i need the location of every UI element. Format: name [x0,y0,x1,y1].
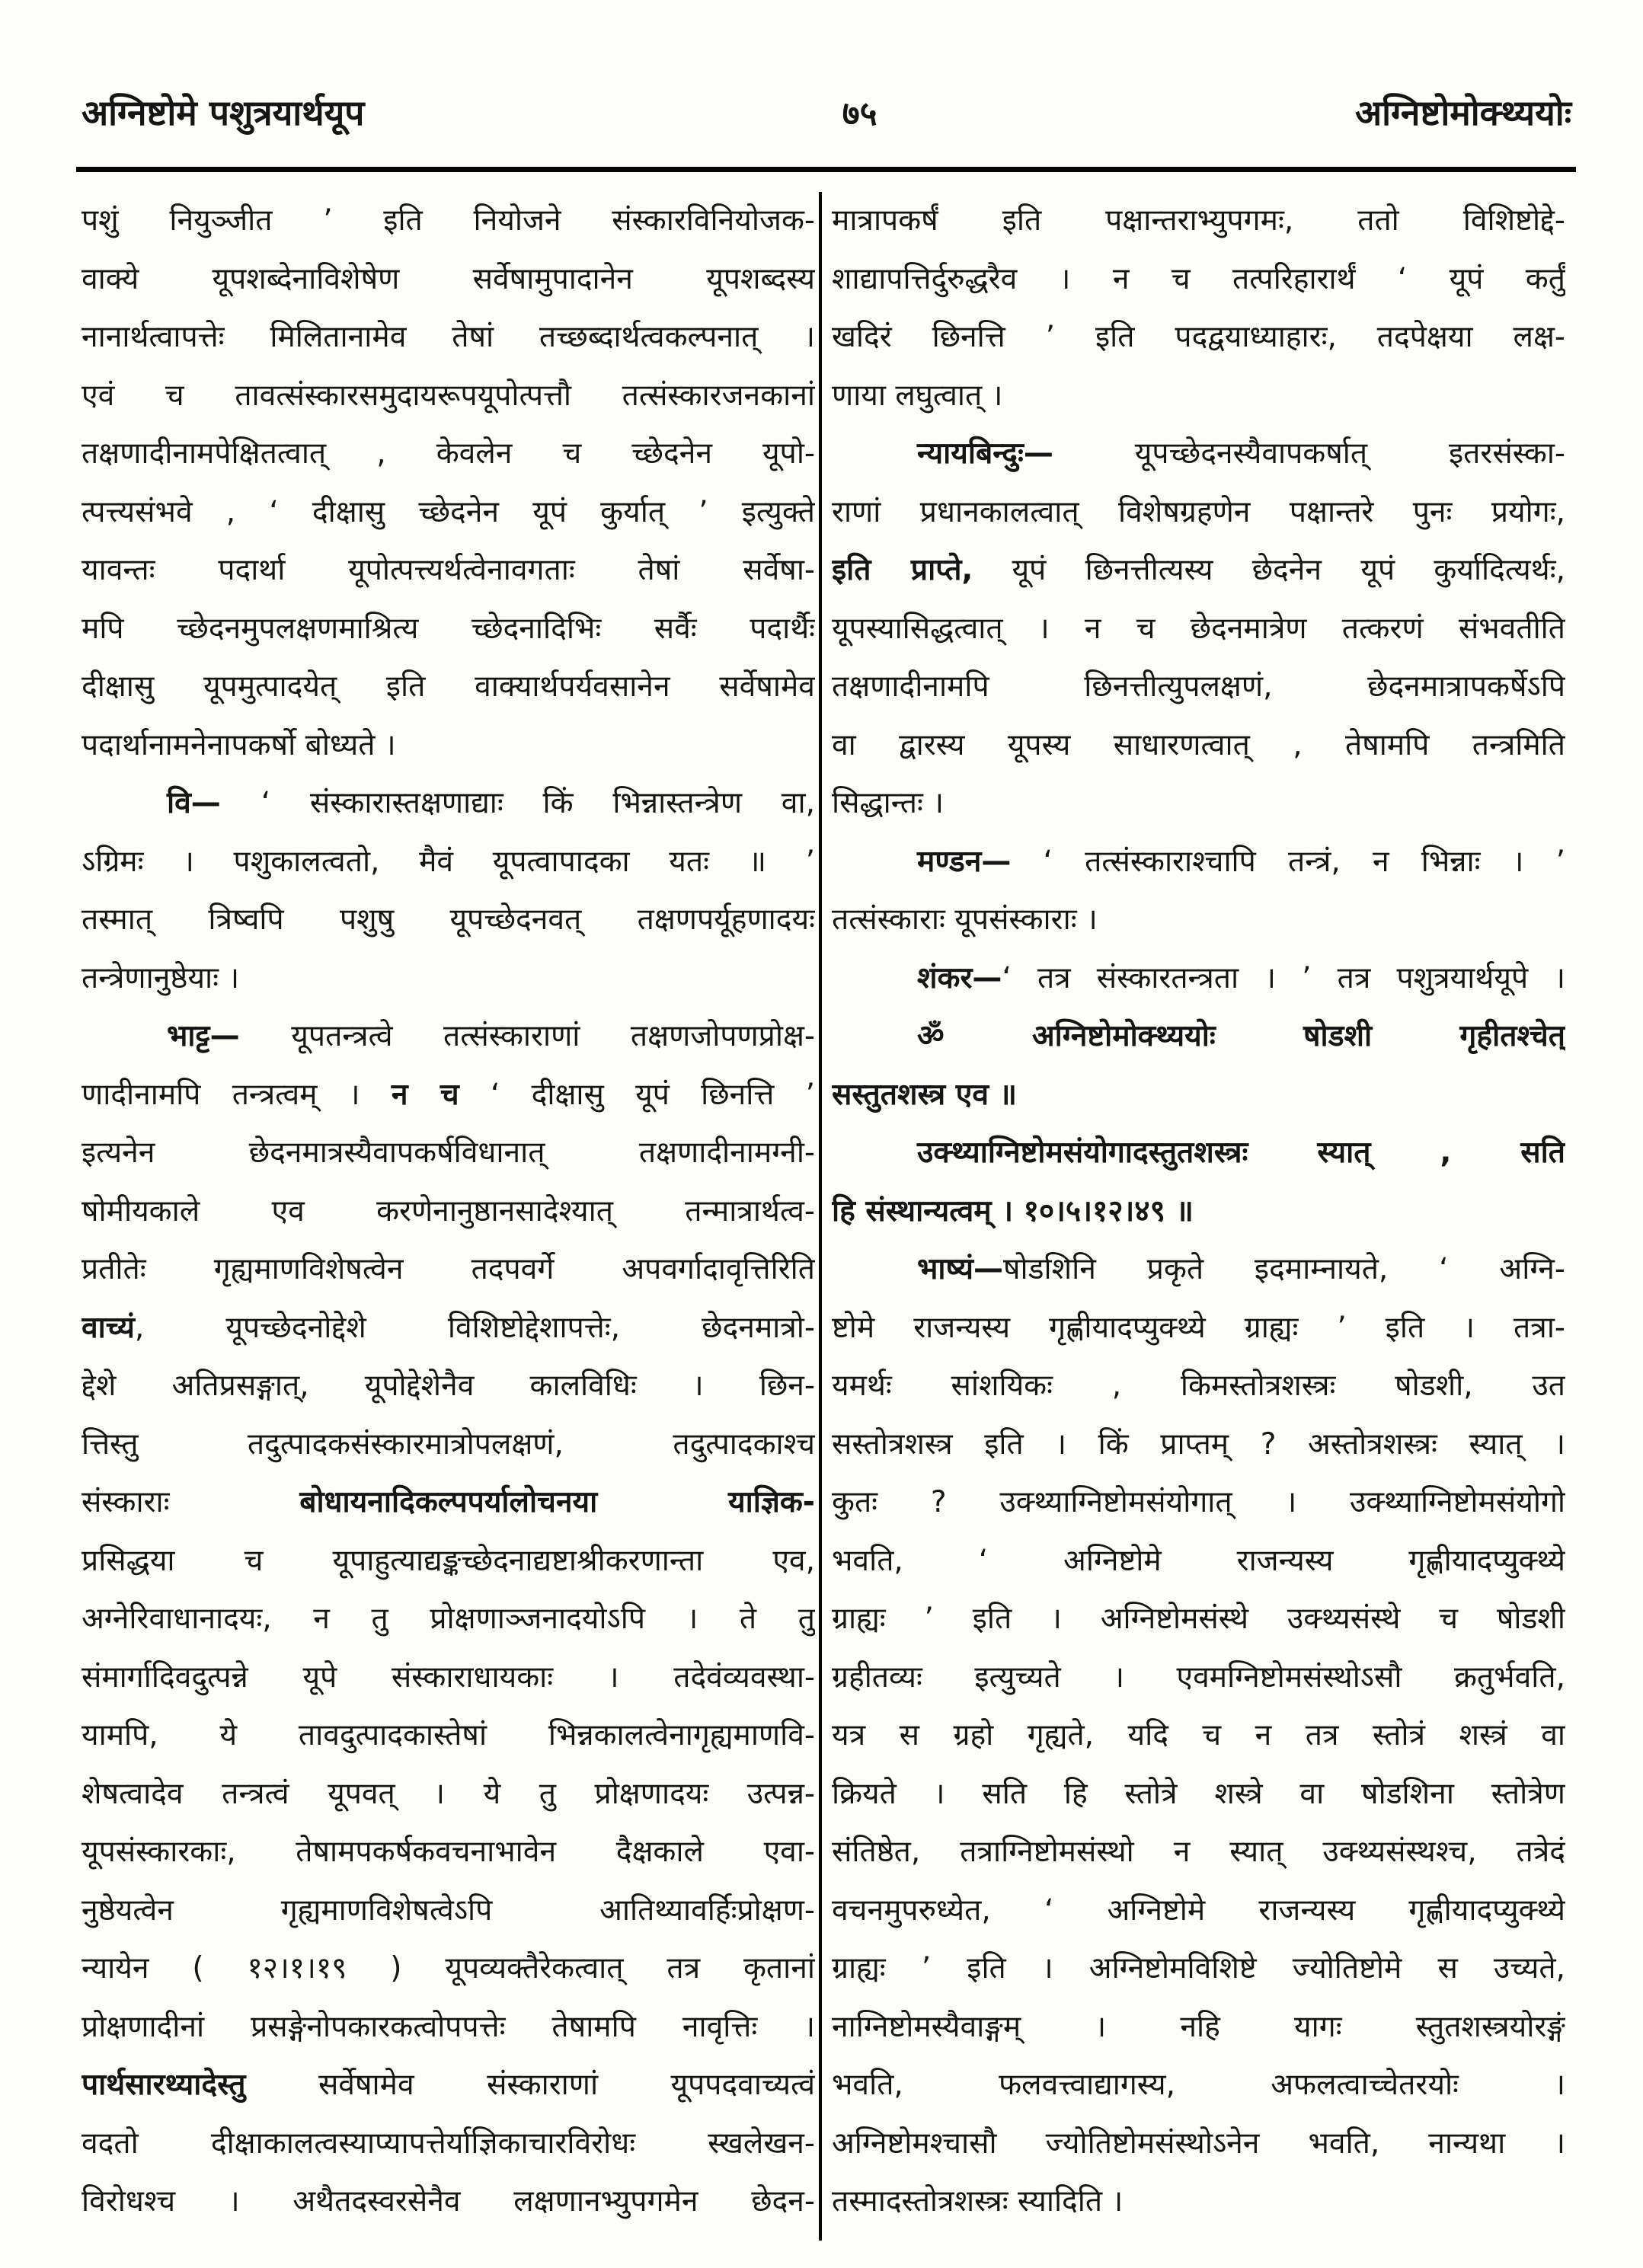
text-line [832,1183,1565,1241]
text-run: शाद्यापत्तिर्दुरुद्धरैव । न च तत्परिहारार्थं ‘ यूपं कर्तुं [832,261,1565,296]
text-line [832,600,1565,659]
text-line [82,1183,815,1241]
text-run: षोमीयकाले एव करणेनानुष्ठानसादेश्यात् तन्मात्रार्थत्व- [82,1193,815,1228]
text-line [82,2115,815,2174]
text-line [832,1940,1565,1998]
text-run: नाग्निष्टोमस्यैवाङ्गम् । नहि यागः स्तुतशस्त्रयोरङ्गं [832,2009,1565,2044]
text-line [832,2173,1565,2231]
text-line [82,308,815,367]
text-run: न्यायेन ( १२।१।१९ ) यूपव्यक्तैरेकत्वात् तत्र कृतानां [82,1951,815,1985]
text-run: सस्तोत्रशस्त्र इति । किं प्राप्तम् ? अस्तोत्रशस्त्रः स्यात् । [832,1426,1565,1461]
text-run: प्रतीतेः गृह्यमाणविशेषत्वेन तदपवर्गे अपवर्गादावृत्तिरिति [82,1252,815,1286]
text-run: ‘ तत्र संस्कारतन्त्रता । ’ तत्र पशुत्रयार्थयूपे । [1002,960,1565,995]
text-run: संतिष्ठेत, तत्राग्निष्टोमसंस्थो न स्यात् उक्थ्यसंस्थश्च, तत्रेदं [832,1835,1565,1869]
text-line [82,1707,815,1765]
text-run: वदतो दीक्षाकालत्वस्याप्यापत्तेर्याज्ञिकाचारविरोधः स्खलेखन- [82,2126,815,2161]
text-line [832,251,1565,309]
text-line [82,658,815,717]
text-run: शेषत्वादेव तन्त्रत्वं यूपवत् । ये तु प्रोक्षणादयः उत्पन्न- [82,1776,815,1811]
text-line [82,600,815,659]
text-run: क्रियते । सति हि स्तोत्रे शस्त्रे वा षोडशिना स्तोत्रेण [832,1776,1565,1811]
text-run: बोधायनादिकल्पपर्यालोचनया याज्ञिक- [299,1485,815,1519]
text-run: णादीनामपि तन्त्रत्वम् । [82,1077,392,1112]
text-run: पदार्थानामनेनापकर्षो बोध्यते । [82,727,396,762]
text-run: पार्थसारथ्यादेस्तु [82,2068,246,2102]
text-run: ग्राह्यः ’ इति । अग्निष्टोमसंस्थे उक्थ्यसंस्थे च षोडशी [832,1602,1565,1636]
text-line [82,484,815,542]
text-line [832,1823,1565,1882]
text-run: सिद्धान्तः । [832,786,945,820]
text-line [832,775,1565,833]
text-run: संस्काराः [82,1485,300,1519]
text-line [832,1998,1565,2057]
text-run: णाया लघुत्वात् । [832,378,1003,413]
text-run: यमर्थः सांशयिकः , किमस्तोत्रशस्त्रः षोडशी, उत [832,1369,1565,1403]
text-run: ‘ संस्कारास्तक्षणाद्याः किं भिन्नास्तन्त्रेण वा, [261,786,815,820]
text-line [82,2056,815,2115]
text-run: इत्यनेन छेदनमात्रस्यैवापकर्षविधानात् तक्षणादीनामग्नी- [82,1136,815,1170]
text-line [82,1882,815,1941]
text-run: , यूपच्छेदनोद्देशे विशिष्टोद्देशापत्तेः, छेदनमात्रो- [134,1310,815,1345]
text-line [832,1008,1565,1066]
text-run: प्रोक्षणादीनां प्रसङ्गेनोपकारकत्वोपपत्तेः तेषामपि नावृत्तिः । [82,2009,815,2044]
text-line [82,1649,815,1707]
text-line [82,1416,815,1474]
text-line [82,717,815,775]
text-line [832,717,1565,775]
text-line [82,891,815,950]
text-line [832,1299,1565,1358]
text-run: त्पत्त्यसंभवे , ‘ दीक्षासु च्छेदनेन यूपं कुर्यात् ’ इत्युक्ते [82,494,815,529]
page-number: ७५ [842,94,877,133]
text-line [832,2056,1565,2115]
text-line [82,775,815,833]
text-line [82,1124,815,1183]
text-line [82,251,815,309]
text-line [82,192,815,251]
header-right-title: अग्निष्टोमोक्थ्ययोः [1354,92,1571,133]
text-line [82,425,815,484]
text-line [82,2173,815,2231]
text-line [82,1532,815,1591]
text-line [832,1707,1565,1765]
text-run: यूपसंस्कारकाः, तेषामपकर्षकवचनाभावेन दैक्षकाले एवा- [82,1835,815,1869]
text-line [82,1066,815,1125]
text-run: ऽग्रिमः । पशुकालत्वतो, मैवं यूपत्वापादका यतः ॥ ’ [82,844,815,879]
text-line [82,833,815,892]
text-run: तस्मात् त्रिष्वपि पशुषु यूपच्छेदनवत् तक्षणपर्यूहणादयः [82,902,815,937]
text-line [832,1474,1565,1532]
text-run: षोडशिनि प्रकृते इदमाम्नायते, ‘ अग्नि- [1002,1252,1565,1286]
text-run: यावन्तः पदार्था यूपोत्पत्त्यर्थत्वेनावगताः तेषां सर्वेषा- [82,553,815,587]
text-line [82,1241,815,1299]
text-line [832,1416,1565,1474]
text-run: न्यायबिन्दुः— [917,436,1053,471]
text-run: सर्वेषामेव संस्काराणां यूपपदवाच्यत्वं [245,2068,815,2102]
text-line [832,1882,1565,1941]
text-line [82,1008,815,1066]
text-run: सस्तुतशस्त्र एव ॥ [832,1077,1017,1112]
text-run: खदिरं छिनत्ति ’ इति पदद्वयाध्याहारः, तदपेक्षया लक्ष- [832,320,1565,354]
text-run: कुतः ? उक्थ्याग्निष्टोमसंयोगात् । उक्थ्याग्निष्टोमसंयोगो [832,1485,1565,1519]
text-run: तत्संस्काराः यूपसंस्काराः । [832,902,1098,937]
text-line [832,1124,1565,1183]
text-run: अग्निष्टोमश्चासौ ज्योतिष्टोमसंस्थोऽनेन भवति, नान्यथा । [832,2126,1565,2161]
text-run: शंकर— [917,960,1002,995]
text-run: वाक्ये यूपशब्देनाविशेषेण सर्वेषामुपादानेन यूपशब्दस्य [82,261,815,296]
text-line [832,950,1565,1008]
text-run: वाच्यं [82,1310,135,1345]
text-line [82,1474,815,1532]
text-run: भवति, फलवत्त्वाद्यागस्य, अफलत्वाच्चेतरयोः । [832,2068,1565,2102]
text-line [82,1357,815,1416]
text-line [832,2115,1565,2174]
text-run: यूपतन्त्रत्वे तत्संस्काराणां तक्षणजोपणप्रोक्ष- [291,1019,815,1053]
text-line [82,367,815,426]
header-rule [76,167,1576,172]
text-line [832,367,1565,426]
text-run: ‘ तत्संस्काराश्चापि तन्त्रं, न भिन्नाः । ’ [1011,844,1565,879]
running-header [82,88,1571,136]
text-run: यूपं छिनत्तीत्यस्य छेदनेन यूपं कुर्यादित्यर्थः, [973,553,1565,587]
text-run: ष्टोमे राजन्यस्य गृह्णीयादप्युक्थ्ये ग्राह्यः ’ इति । तत्रा- [832,1310,1565,1345]
text-run: यूपस्यासिद्धत्वात् । न च छेदनमात्रेण तत्करणं संभवतीति [832,611,1565,646]
text-run: इति प्राप्ते, [832,553,973,587]
text-line [832,308,1565,367]
text-run: पशुं नियुञ्जीत ’ इति नियोजने संस्कारविनियोजक- [82,203,815,238]
text-run: ग्राह्यः ’ इति । अग्निष्टोमविशिष्टे ज्योतिष्टोमे स उच्यते, [832,1951,1565,1985]
text-line [82,950,815,1008]
text-line [832,1066,1565,1125]
text-line [832,1590,1565,1649]
text-run: यत्र स ग्रहो गृह्यते, यदि च न तत्र स्तोत्रं शस्त्रं वा [832,1718,1565,1752]
text-run: ‘ दीक्षासु यूपं छिनत्ति ’ [459,1077,815,1112]
text-line [832,192,1565,251]
text-line [832,891,1565,950]
text-run: वा द्वारस्य यूपस्य साधारणत्वात् , तेषामपि तन्त्रमिति [832,727,1565,762]
text-line [82,1299,815,1358]
header-left-title: अग्निष्टोमे पशुत्रयार्थयूप [82,92,365,133]
text-line [82,1940,815,1998]
text-line [832,1357,1565,1416]
text-run: भाष्यं— [917,1252,1003,1286]
text-line [832,1765,1565,1824]
text-run: प्रसिद्धया च यूपाहुत्याद्यङ्कच्छेदनाद्यष्टाश्रीकरणान्ता एव, [82,1543,815,1578]
text-line [832,833,1565,892]
text-run: त्तिस्तु तदुत्पादकसंस्कारमात्रोपलक्षणं, तदुत्पादकाश्च [82,1426,815,1461]
text-body [82,192,1574,2241]
text-run: उक्थ्याग्निष्टोमसंयोगादस्तुतशस्त्रः स्यात् , सति [917,1136,1565,1170]
text-line [82,1998,815,2057]
text-line [832,1532,1565,1591]
left-column [82,192,815,2241]
text-line [82,541,815,600]
text-run: तस्मादस्तोत्रशस्त्रः स्यादिति । [832,2184,1124,2218]
text-run: वचनमुपरुध्येत, ‘ अग्निष्टोमे राजन्यस्य गृह्णीयादप्युक्थ्ये [832,1893,1565,1928]
text-run: नुष्ठेयत्वेन गृह्यमाणविशेषत्वेऽपि आतिथ्यावर्हिःप्रोक्षण- [82,1893,815,1928]
text-run: यूपच्छेदनस्यैवापकर्षात् इतरसंस्का- [1053,436,1565,471]
text-run: तक्षणादीनामपि छिनत्तीत्युपलक्षणं, छेदनमात्रापकर्षेऽपि [832,669,1565,704]
text-run: नानार्थत्वापत्तेः मिलितानामेव तेषां तच्छब्दार्थत्वकल्पनात् । [82,320,815,354]
text-run: भवति, ‘ अग्निष्टोमे राजन्यस्य गृह्णीयादप्युक्थ्ये [832,1543,1565,1578]
text-line [832,484,1565,542]
text-line [82,1765,815,1824]
text-run: वि— [167,786,261,820]
text-run: हि संस्थान्यत्वम् । १०।५।१२।४९ ॥ [832,1193,1194,1228]
text-run: न च [391,1077,459,1112]
text-run: यामपि, ये तावदुत्पादकास्तेषां भिन्नकालत्वेनागृह्यमाणवि- [82,1718,815,1752]
text-line [832,1649,1565,1707]
sutra-mark: ॐ [917,1019,1032,1053]
text-run: संमार्गादिवदुत्पन्ने यूपे संस्काराधायकाः । तदेवंव्यवस्था- [82,1659,815,1695]
text-run: अग्निष्टोमोक्थ्ययोः षोडशी गृहीतश्चेत् [1031,1019,1565,1053]
text-line [832,1241,1565,1299]
text-run: तन्त्रेणानुष्ठेयाः । [82,960,240,995]
column-divider [819,192,822,2241]
text-run: दीक्षासु यूपमुत्पादयेत् इति वाक्यार्थपर्यवसानेन सर्वेषामेव [82,669,815,704]
text-run: अग्नेरिवाधानादयः, न तु प्रोक्षणाञ्जनादयोऽपि । ते तु [82,1602,815,1636]
text-run: राणां प्रधानकालत्वात् विशेषग्रहणेन पक्षान्तरे पुनः प्रयोगः, [832,494,1565,529]
text-line [832,541,1565,600]
text-run: मात्रापकर्षं इति पक्षान्तराभ्युपगमः, ततो विशिष्टोद्दे- [832,203,1565,238]
right-column [832,192,1565,2241]
text-run: मपि च्छेदनमुपलक्षणमाश्रित्य च्छेदनादिभिः सर्वैः पदार्थैः [82,611,815,646]
text-run: ग्रहीतव्यः इत्युच्यते । एवमग्निष्टोमसंस्थोऽसौ क्रतुर्भवति, [832,1659,1565,1695]
text-run: द्देशे अतिप्रसङ्गात्, यूपोद्देशेनैव कालविधिः । छिन- [82,1369,815,1403]
text-run: विरोधश्च । अथैतदस्वरसेनैव लक्षणानभ्युपगमेन छेदन- [82,2184,815,2218]
text-run: भाट्ट— [167,1019,292,1053]
text-line [832,425,1565,484]
text-run: मण्डन— [917,844,1012,879]
text-line [82,1823,815,1882]
text-line [832,658,1565,717]
text-run: तक्षणादीनामपेक्षितत्वात् , केवलेन च च्छेदनेन यूपो- [82,436,815,471]
text-run: एवं च तावत्संस्कारसमुदायरूपयूपोत्पत्तौ तत्संस्कारजनकानां [82,378,815,413]
text-line [82,1590,815,1649]
